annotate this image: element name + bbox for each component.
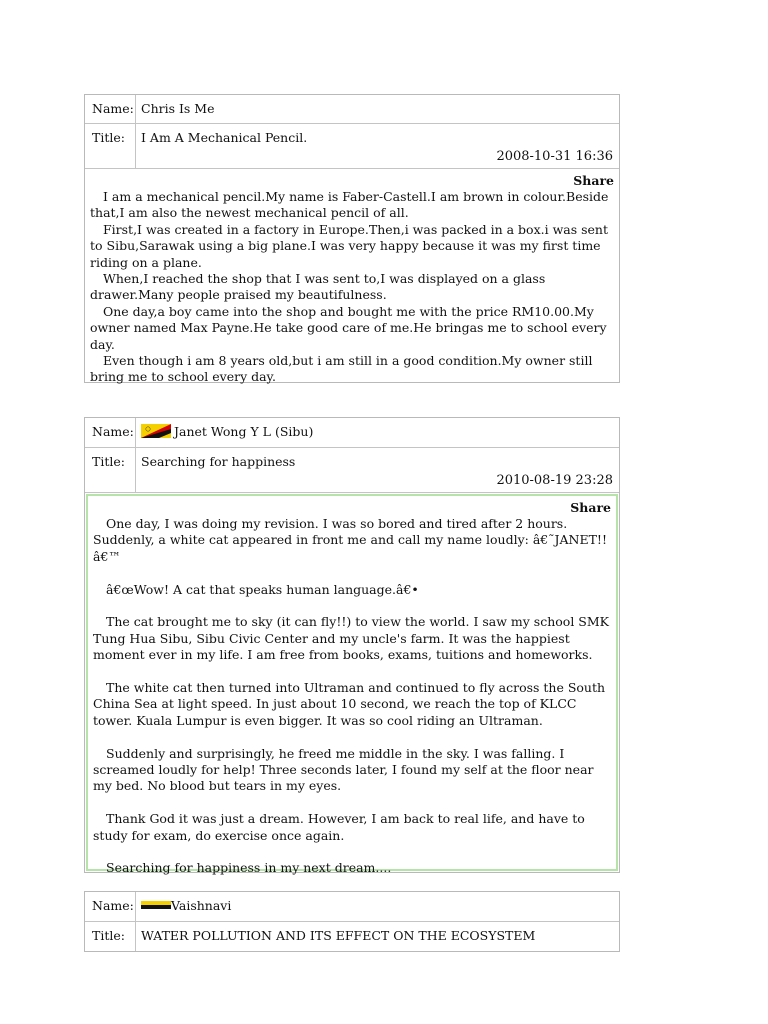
title-label: Title: <box>85 124 136 168</box>
body-paragraph: First,I was created in a factory in Europe.Then,i was packed in a box.i was sent to Sibu,Sarawak using a big plane.I was very happy because it was my first time riding on a plane. <box>90 221 609 270</box>
body-paragraph: The cat brought me to sky (it can fly!!) to view the world. I saw my school SMK Tung Hua Sibu, Sibu Civic Center and my uncle's farm. It was the happiest moment ever in my life. I am free from books, exams, tuitions and homeworks. <box>93 614 609 663</box>
author-name: Vaishnavi <box>171 898 232 913</box>
author-cell <box>136 892 619 921</box>
entry-title: WATER POLLUTION AND ITS EFFECT ON THE ECOSYSTEM <box>141 928 536 943</box>
body-paragraph: Searching for happiness in my next dream.... <box>106 860 392 876</box>
entry-card-vaishnavi <box>84 891 620 952</box>
entry-title: Searching for happiness <box>141 454 296 469</box>
body-paragraph: Suddenly and surprisingly, he freed me middle in the sky. I was falling. I screamed loudly for help! Three seconds later, I found my self at the floor near my bed. No blood but tears in my eyes. <box>93 745 594 794</box>
title-row <box>85 922 619 951</box>
name-label: Name: <box>85 892 136 921</box>
entry-body <box>86 494 618 876</box>
body-paragraph: When,I reached the shop that I was sent to,I was displayed on a glass drawer.Many people praised my beautifulness. <box>90 271 546 303</box>
title-label: Title: <box>85 922 136 951</box>
title-row <box>85 448 619 493</box>
flag-icon <box>141 898 171 912</box>
share-link[interactable]: Share <box>570 500 611 515</box>
sarawak-flag-icon <box>141 424 171 438</box>
entry-date: 2010-08-19 23:28 <box>496 473 613 488</box>
author-cell <box>136 418 619 447</box>
title-cell <box>136 124 619 168</box>
title-label: Title: <box>85 448 136 492</box>
name-row <box>85 418 619 448</box>
title-cell <box>136 448 619 492</box>
entry-card-janet <box>84 417 620 876</box>
share-link[interactable]: Share <box>573 173 614 188</box>
body-paragraph: â€œWow! A cat that speaks human language.â€• <box>106 581 419 597</box>
author-name: Chris Is Me <box>141 101 215 116</box>
body-paragraph: I am a mechanical pencil.My name is Faber-Castell.I am brown in colour.Beside that,I am also the newest mechanical pencil of all. <box>90 189 609 221</box>
name-label: Name: <box>85 95 136 123</box>
entry-card-chris <box>84 94 620 383</box>
body-paragraph: Thank God it was just a dream. However, I am back to real life, and have to study for exam, do exercise once again. <box>93 811 585 843</box>
entry-title: I Am A Mechanical Pencil. <box>141 130 308 145</box>
author-name: Janet Wong Y L (Sibu) <box>174 424 314 439</box>
body-paragraph: The white cat then turned into Ultraman and continued to fly across the South China Sea at light speed. In just about 10 second, we reach the top of KLCC tower. Kuala Lumpur is even bigger. It was so cool riding an Ultraman. <box>93 680 606 728</box>
body-paragraph: One day,a boy came into the shop and bought me with the price RM10.00.My owner named Max Payne.He take good care of me.He bringas me to school every day. <box>90 303 607 352</box>
name-row <box>85 892 619 922</box>
title-row <box>85 124 619 169</box>
entry-body <box>85 169 619 385</box>
name-label: Name: <box>85 418 136 447</box>
name-row <box>85 95 619 124</box>
body-paragraph: One day, I was doing my revision. I was so bored and tired after 2 hours. Suddenly, a white cat appeared in front me and call my name loudly: â€˜JANET!!â€™ <box>93 516 607 564</box>
body-paragraph: Even though i am 8 years old,but i am still in a good condition.My owner still bring me to school every day. <box>90 353 593 385</box>
entry-date: 2008-10-31 16:36 <box>496 149 613 164</box>
